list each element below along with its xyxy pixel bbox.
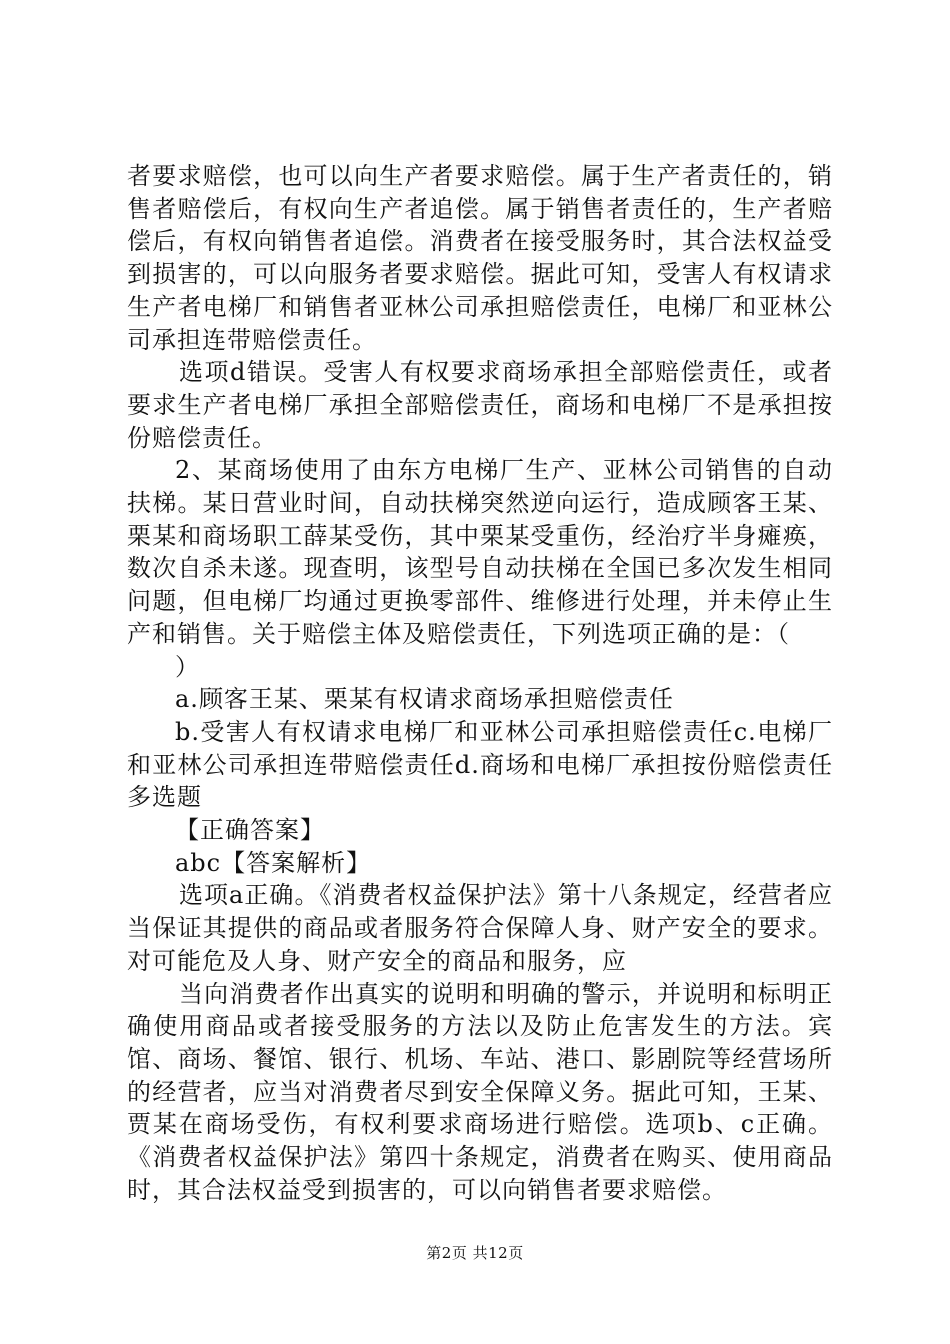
paragraph-option-d-analysis: 选项d错误。受害人有权要求商场承担全部赔偿责任，或者要求生产者电梯厂承担全部赔偿责任，商场和电梯厂不是承担按份赔偿责任。	[127, 358, 833, 452]
paragraph-analysis-continuation: 当向消费者作出真实的说明和明确的警示，并说明和标明正确使用商品或者接受服务的方法以及防止危害发生的方法。宾馆、商场、餐馆、银行、机场、车站、港口、影剧院等经营场所的经营者，应当对消费者尽到安全保障义务。据此可知，王某、贾某在商场受伤，有权利要求商场进行赔偿。选项b、c正确。《消费者权益保护法》第四十条规定，消费者在购买、使用商品时，其合法权益受到损害的，可以向销售者要求赔偿。	[127, 979, 833, 1204]
paragraph-correct-answer-heading: 【正确答案】	[175, 816, 325, 845]
paragraph-liability-continuation: 者要求赔偿，也可以向生产者要求赔偿。属于生产者责任的，销售者赔偿后，有权向生产者追偿。属于销售者责任的，生产者赔偿后，有权向销售者追偿。消费者在接受服务时，其合法权益受到损害的，可以向服务者要求赔偿。据此可知，受害人有权请求生产者电梯厂和销售者亚林公司承担赔偿责任，电梯厂和亚林公司承担连带赔偿责任。	[127, 162, 833, 354]
paragraph-question-bracket: ）	[175, 652, 200, 681]
document-body	[127, 160, 833, 1207]
paragraph-question-2: 2、某商场使用了由东方电梯厂生产、亚林公司销售的自动扶梯。某日营业时间，自动扶梯突然逆向运行，造成顾客王某、栗某和商场职工薛某受伤，其中栗某受重伤，经治疗半身瘫痪，数次自杀未遂。现查明，该型号自动扶梯在全国已多次发生相同问题，但电梯厂均通过更换零部件、维修进行处理，并未停止生产和销售。关于赔偿主体及赔偿责任，下列选项正确的是：（	[127, 456, 833, 648]
page-number-footer: 第2页 共12页	[426, 1244, 524, 1262]
paragraph-options-bcd: b.受害人有权请求电梯厂和亚林公司承担赔偿责任c.电梯厂和亚林公司承担连带赔偿责任d.商场和电梯厂承担按份赔偿责任多选题	[127, 717, 833, 812]
paragraph-option-a: a.顾客王某、栗某有权请求商场承担赔偿责任	[175, 685, 674, 714]
paragraph-option-a-analysis: 选项a正确。《消费者权益保护法》第十八条规定，经营者应当保证其提供的商品或者服务符合保障人身、财产安全的要求。对可能危及人身、财产安全的商品和服务，应	[127, 881, 833, 975]
paragraph-answer-and-analysis: abc【答案解析】	[175, 848, 372, 877]
